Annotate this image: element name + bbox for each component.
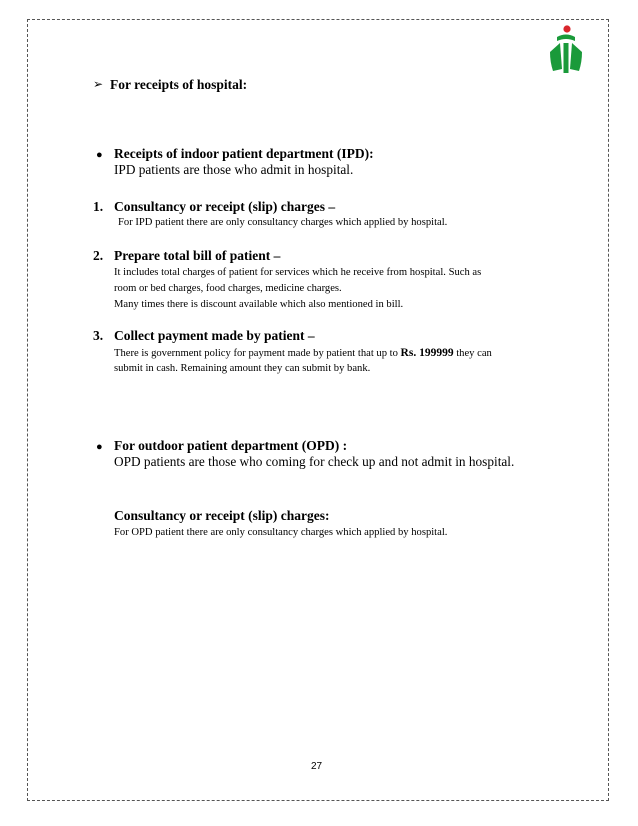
text-segment: There is government policy for payment made by patient that up to [114, 348, 401, 359]
item-text: Many times there is discount available which also mentioned in bill. [114, 299, 404, 310]
item-text: For IPD patient there are only consultancy charges which applied by hospital. [118, 217, 448, 228]
opd-heading: For outdoor patient department (OPD) : [114, 438, 348, 453]
bullet-icon: ● [96, 149, 103, 161]
text-segment: they can [453, 348, 492, 359]
page-border [27, 19, 609, 801]
arrow-bullet-icon: ➢ [93, 77, 104, 91]
hospital-logo-icon [547, 24, 585, 76]
item-text: room or bed charges, food charges, medicine charges. [114, 283, 342, 294]
item-number: 1. [93, 199, 104, 214]
item-text [114, 345, 492, 362]
opd-sub-heading: Consultancy or receipt (slip) charges: [114, 508, 330, 523]
item-heading: Consultancy or receipt (slip) charges – [114, 199, 336, 214]
bullet-icon: ● [96, 441, 103, 453]
ipd-description: IPD patients are those who admit in hospital. [114, 162, 354, 177]
item-number: 2. [93, 248, 104, 263]
ipd-heading: Receipts of indoor patient department (IPD): [114, 146, 374, 161]
page-number: 27 [311, 761, 323, 772]
item-heading: Collect payment made by patient – [114, 328, 315, 343]
section-heading: For receipts of hospital: [110, 77, 248, 92]
item-number: 3. [93, 328, 104, 343]
opd-description: OPD patients are those who coming for check up and not admit in hospital. [114, 454, 515, 469]
amount-highlight: Rs. 199999 [400, 347, 454, 359]
item-text: submit in cash. Remaining amount they can submit by bank. [114, 363, 371, 374]
item-text: It includes total charges of patient for services which he receive from hospital. Such as [114, 267, 482, 278]
opd-sub-text: For OPD patient there are only consultancy charges which applied by hospital. [114, 527, 448, 538]
item-heading: Prepare total bill of patient – [114, 248, 281, 263]
